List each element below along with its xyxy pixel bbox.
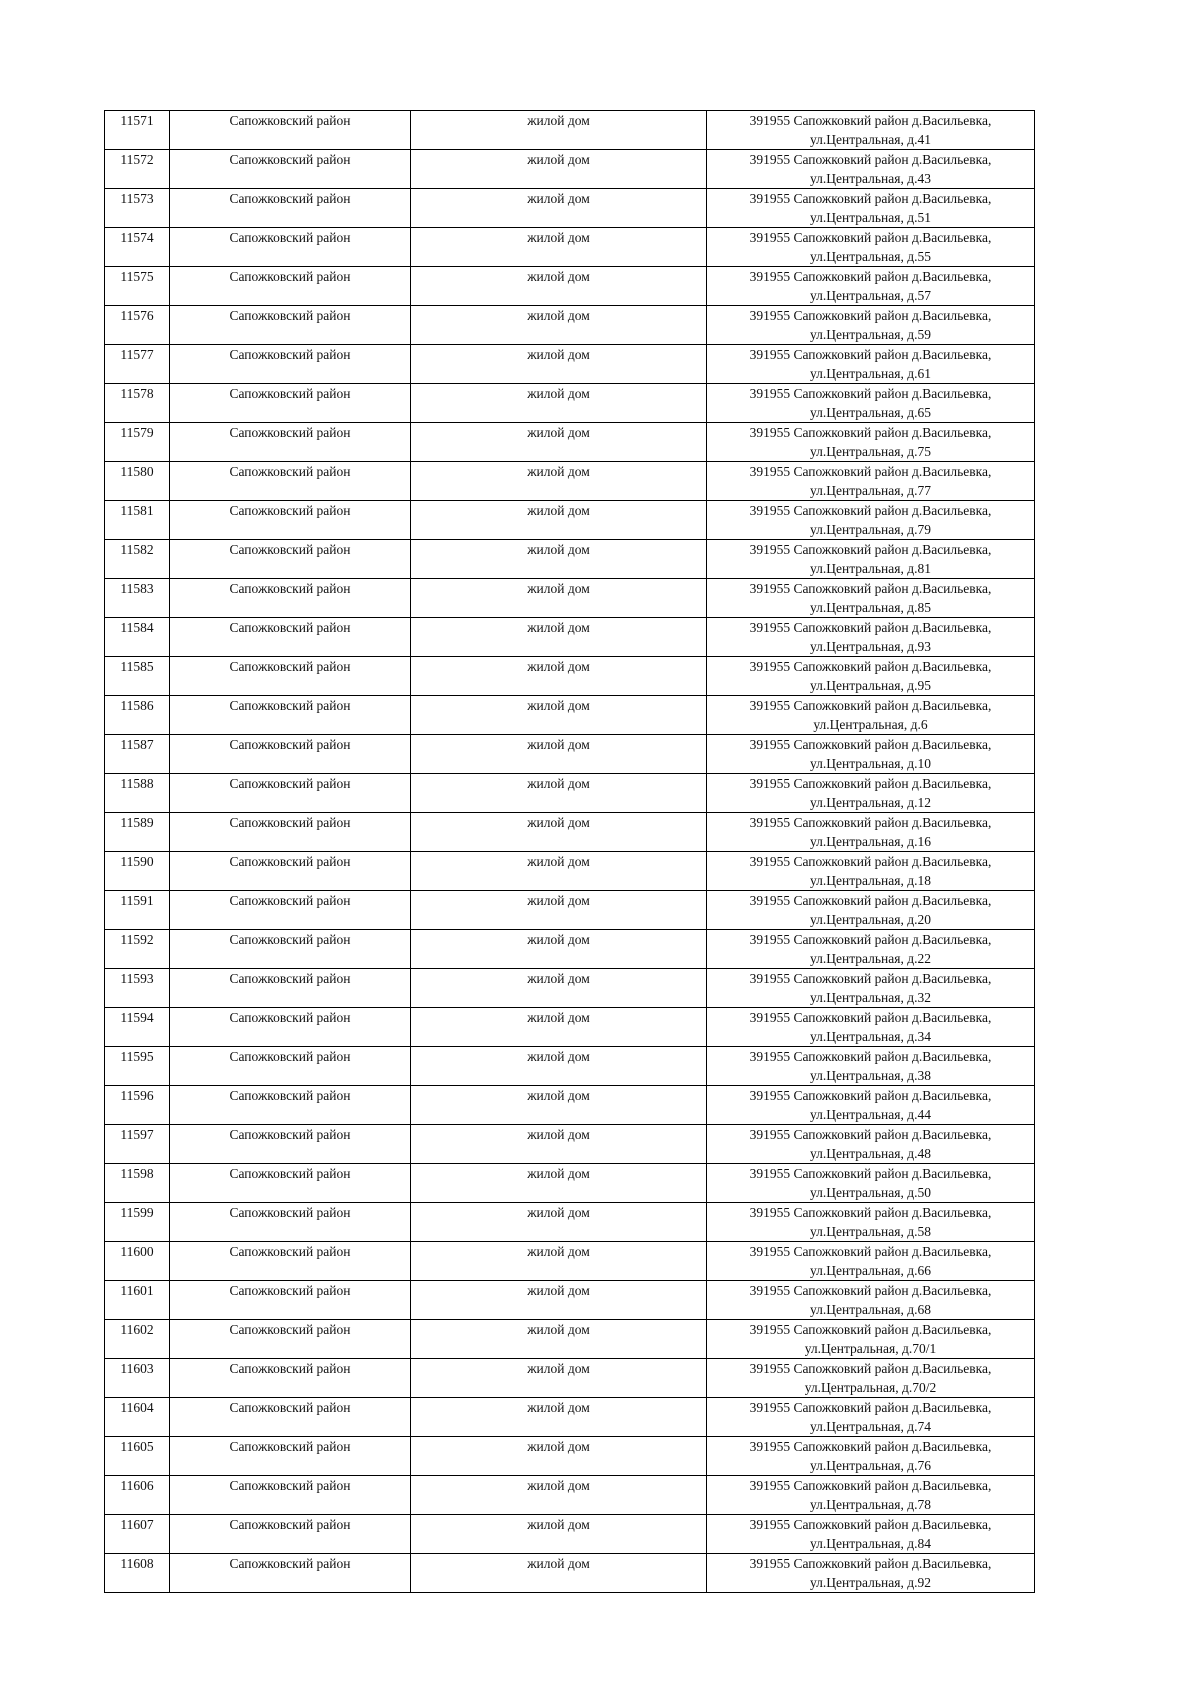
district-cell: Сапожковский район — [170, 189, 411, 228]
row-number-cell: 11599 — [105, 1203, 170, 1242]
address-line-2: ул.Центральная, д.74 — [810, 1419, 931, 1434]
address-line-2: ул.Центральная, д.51 — [810, 210, 931, 225]
district-cell: Сапожковский район — [170, 267, 411, 306]
address-line-2: ул.Центральная, д.43 — [810, 171, 931, 186]
object-type-cell: жилой дом — [411, 1476, 707, 1515]
row-number-cell: 11584 — [105, 618, 170, 657]
table-row — [105, 1515, 1035, 1554]
address-line-1: 391955 Сапожковкий район д.Васильевка, — [749, 1205, 992, 1220]
table-row — [105, 345, 1035, 384]
row-number-cell: 11592 — [105, 930, 170, 969]
row-number-cell: 11593 — [105, 969, 170, 1008]
object-type-cell: жилой дом — [411, 1125, 707, 1164]
table-row — [105, 540, 1035, 579]
address-cell — [707, 1515, 1035, 1554]
row-number-cell: 11576 — [105, 306, 170, 345]
row-number-cell: 11579 — [105, 423, 170, 462]
address-line-1: 391955 Сапожковкий район д.Васильевка, — [749, 269, 992, 284]
row-number-cell: 11601 — [105, 1281, 170, 1320]
object-type-cell: жилой дом — [411, 111, 707, 150]
address-line-1: 391955 Сапожковкий район д.Васильевка, — [749, 1556, 992, 1571]
row-number-cell: 11583 — [105, 579, 170, 618]
table-row — [105, 1476, 1035, 1515]
address-cell — [707, 345, 1035, 384]
row-number-cell: 11581 — [105, 501, 170, 540]
address-cell — [707, 384, 1035, 423]
object-type-cell: жилой дом — [411, 1164, 707, 1203]
object-type-cell: жилой дом — [411, 1242, 707, 1281]
table-row — [105, 1281, 1035, 1320]
address-line-1: 391955 Сапожковкий район д.Васильевка, — [749, 776, 992, 791]
table-row — [105, 657, 1035, 696]
address-cell — [707, 813, 1035, 852]
object-type-cell: жилой дом — [411, 267, 707, 306]
table-row — [105, 1086, 1035, 1125]
object-type-cell: жилой дом — [411, 1398, 707, 1437]
address-cell — [707, 1476, 1035, 1515]
address-line-2: ул.Центральная, д.41 — [810, 132, 931, 147]
district-cell: Сапожковский район — [170, 1125, 411, 1164]
row-number-cell: 11577 — [105, 345, 170, 384]
table-row — [105, 1203, 1035, 1242]
address-line-2: ул.Центральная, д.38 — [810, 1068, 931, 1083]
address-cell — [707, 1398, 1035, 1437]
district-cell: Сапожковский район — [170, 150, 411, 189]
table-row — [105, 1242, 1035, 1281]
object-type-cell: жилой дом — [411, 852, 707, 891]
address-line-2: ул.Центральная, д.70/1 — [804, 1341, 937, 1356]
object-type-cell: жилой дом — [411, 1320, 707, 1359]
object-type-cell: жилой дом — [411, 306, 707, 345]
row-number-cell: 11600 — [105, 1242, 170, 1281]
address-line-2: ул.Центральная, д.79 — [810, 522, 931, 537]
address-cell — [707, 1047, 1035, 1086]
address-cell — [707, 1164, 1035, 1203]
address-line-1: 391955 Сапожковкий район д.Васильевка, — [749, 308, 992, 323]
address-line-2: ул.Центральная, д.6 — [813, 717, 928, 732]
row-number-cell: 11607 — [105, 1515, 170, 1554]
row-number-cell: 11598 — [105, 1164, 170, 1203]
district-cell: Сапожковский район — [170, 774, 411, 813]
address-cell — [707, 1008, 1035, 1047]
address-line-2: ул.Центральная, д.10 — [810, 756, 931, 771]
table-row — [105, 852, 1035, 891]
address-line-2: ул.Центральная, д.92 — [810, 1575, 931, 1590]
address-cell — [707, 696, 1035, 735]
object-type-cell: жилой дом — [411, 540, 707, 579]
object-type-cell: жилой дом — [411, 579, 707, 618]
district-cell: Сапожковский район — [170, 1047, 411, 1086]
address-line-2: ул.Центральная, д.81 — [810, 561, 931, 576]
address-cell — [707, 1242, 1035, 1281]
table-row — [105, 774, 1035, 813]
row-number-cell: 11608 — [105, 1554, 170, 1593]
table-row — [105, 930, 1035, 969]
district-cell: Сапожковский район — [170, 1008, 411, 1047]
district-cell: Сапожковский район — [170, 1476, 411, 1515]
row-number-cell: 11596 — [105, 1086, 170, 1125]
row-number-cell: 11578 — [105, 384, 170, 423]
address-line-2: ул.Центральная, д.85 — [810, 600, 931, 615]
address-line-2: ул.Центральная, д.78 — [810, 1497, 931, 1512]
address-line-2: ул.Центральная, д.57 — [810, 288, 931, 303]
table-row — [105, 1125, 1035, 1164]
row-number-cell: 11575 — [105, 267, 170, 306]
row-number-cell: 11582 — [105, 540, 170, 579]
object-type-cell: жилой дом — [411, 891, 707, 930]
address-line-1: 391955 Сапожковкий район д.Васильевка, — [749, 1322, 992, 1337]
object-type-cell: жилой дом — [411, 228, 707, 267]
object-type-cell: жилой дом — [411, 969, 707, 1008]
table-row — [105, 462, 1035, 501]
address-line-1: 391955 Сапожковкий район д.Васильевка, — [749, 698, 992, 713]
address-line-1: 391955 Сапожковкий район д.Васильевка, — [749, 581, 992, 596]
address-line-1: 391955 Сапожковкий район д.Васильевка, — [749, 659, 992, 674]
registry-table-body — [105, 111, 1035, 1593]
address-cell — [707, 423, 1035, 462]
district-cell: Сапожковский район — [170, 1320, 411, 1359]
table-row — [105, 501, 1035, 540]
address-line-2: ул.Центральная, д.16 — [810, 834, 931, 849]
address-line-2: ул.Центральная, д.70/2 — [804, 1380, 937, 1395]
address-cell — [707, 774, 1035, 813]
object-type-cell: жилой дом — [411, 189, 707, 228]
address-line-2: ул.Центральная, д.61 — [810, 366, 931, 381]
address-line-1: 391955 Сапожковкий район д.Васильевка, — [749, 620, 992, 635]
district-cell: Сапожковский район — [170, 423, 411, 462]
address-cell — [707, 462, 1035, 501]
address-cell — [707, 1320, 1035, 1359]
housing-registry-table — [104, 110, 1035, 1593]
address-line-2: ул.Центральная, д.59 — [810, 327, 931, 342]
row-number-cell: 11573 — [105, 189, 170, 228]
address-cell — [707, 189, 1035, 228]
address-line-1: 391955 Сапожковкий район д.Васильевка, — [749, 893, 992, 908]
district-cell: Сапожковский район — [170, 969, 411, 1008]
address-cell — [707, 657, 1035, 696]
district-cell: Сапожковский район — [170, 306, 411, 345]
address-cell — [707, 891, 1035, 930]
row-number-cell: 11571 — [105, 111, 170, 150]
district-cell: Сапожковский район — [170, 540, 411, 579]
object-type-cell: жилой дом — [411, 1437, 707, 1476]
address-line-1: 391955 Сапожковкий район д.Васильевка, — [749, 1439, 992, 1454]
address-line-1: 391955 Сапожковкий район д.Васильевка, — [749, 1283, 992, 1298]
district-cell: Сапожковский район — [170, 1086, 411, 1125]
address-line-1: 391955 Сапожковкий район д.Васильевка, — [749, 1517, 992, 1532]
address-line-1: 391955 Сапожковкий район д.Васильевка, — [749, 464, 992, 479]
district-cell: Сапожковский район — [170, 228, 411, 267]
table-row — [105, 1047, 1035, 1086]
row-number-cell: 11603 — [105, 1359, 170, 1398]
district-cell: Сапожковский район — [170, 657, 411, 696]
address-line-1: 391955 Сапожковкий район д.Васильевка, — [749, 152, 992, 167]
district-cell: Сапожковский район — [170, 735, 411, 774]
object-type-cell: жилой дом — [411, 1359, 707, 1398]
object-type-cell: жилой дом — [411, 1554, 707, 1593]
address-cell — [707, 1281, 1035, 1320]
address-line-1: 391955 Сапожковкий район д.Васильевка, — [749, 854, 992, 869]
address-cell — [707, 1437, 1035, 1476]
district-cell: Сапожковский район — [170, 618, 411, 657]
district-cell: Сапожковский район — [170, 1554, 411, 1593]
row-number-cell: 11602 — [105, 1320, 170, 1359]
address-line-1: 391955 Сапожковкий район д.Васильевка, — [749, 815, 992, 830]
row-number-cell: 11604 — [105, 1398, 170, 1437]
address-line-2: ул.Центральная, д.93 — [810, 639, 931, 654]
table-row — [105, 579, 1035, 618]
address-line-2: ул.Центральная, д.77 — [810, 483, 931, 498]
district-cell: Сапожковский район — [170, 345, 411, 384]
address-line-2: ул.Центральная, д.48 — [810, 1146, 931, 1161]
address-line-1: 391955 Сапожковкий район д.Васильевка, — [749, 1088, 992, 1103]
object-type-cell: жилой дом — [411, 1047, 707, 1086]
object-type-cell: жилой дом — [411, 735, 707, 774]
row-number-cell: 11589 — [105, 813, 170, 852]
table-row — [105, 813, 1035, 852]
row-number-cell: 11590 — [105, 852, 170, 891]
address-cell — [707, 1554, 1035, 1593]
object-type-cell: жилой дом — [411, 1086, 707, 1125]
address-line-2: ул.Центральная, д.32 — [810, 990, 931, 1005]
address-cell — [707, 228, 1035, 267]
district-cell: Сапожковский район — [170, 1359, 411, 1398]
address-line-1: 391955 Сапожковкий район д.Васильевка, — [749, 347, 992, 362]
table-row — [105, 228, 1035, 267]
object-type-cell: жилой дом — [411, 657, 707, 696]
address-line-2: ул.Центральная, д.55 — [810, 249, 931, 264]
address-line-2: ул.Центральная, д.76 — [810, 1458, 931, 1473]
table-row — [105, 189, 1035, 228]
address-cell — [707, 735, 1035, 774]
address-line-2: ул.Центральная, д.18 — [810, 873, 931, 888]
table-row — [105, 618, 1035, 657]
district-cell: Сапожковский район — [170, 1437, 411, 1476]
address-line-2: ул.Центральная, д.22 — [810, 951, 931, 966]
district-cell: Сапожковский район — [170, 111, 411, 150]
district-cell: Сапожковский район — [170, 1515, 411, 1554]
table-row — [105, 384, 1035, 423]
row-number-cell: 11597 — [105, 1125, 170, 1164]
table-row — [105, 1554, 1035, 1593]
district-cell: Сапожковский район — [170, 1398, 411, 1437]
address-line-1: 391955 Сапожковкий район д.Васильевка, — [749, 1478, 992, 1493]
address-line-2: ул.Центральная, д.12 — [810, 795, 931, 810]
address-line-2: ул.Центральная, д.44 — [810, 1107, 931, 1122]
address-line-1: 391955 Сапожковкий район д.Васильевка, — [749, 971, 992, 986]
table-row — [105, 111, 1035, 150]
object-type-cell: жилой дом — [411, 1515, 707, 1554]
table-row — [105, 150, 1035, 189]
table-row — [105, 1359, 1035, 1398]
address-line-2: ул.Центральная, д.75 — [810, 444, 931, 459]
row-number-cell: 11588 — [105, 774, 170, 813]
address-line-2: ул.Центральная, д.68 — [810, 1302, 931, 1317]
row-number-cell: 11591 — [105, 891, 170, 930]
row-number-cell: 11585 — [105, 657, 170, 696]
address-line-1: 391955 Сапожковкий район д.Васильевка, — [749, 737, 992, 752]
table-row — [105, 1008, 1035, 1047]
table-row — [105, 1164, 1035, 1203]
address-line-1: 391955 Сапожковкий район д.Васильевка, — [749, 1361, 992, 1376]
address-cell — [707, 1125, 1035, 1164]
address-line-1: 391955 Сапожковкий район д.Васильевка, — [749, 932, 992, 947]
address-line-2: ул.Центральная, д.95 — [810, 678, 931, 693]
address-cell — [707, 150, 1035, 189]
address-line-1: 391955 Сапожковкий район д.Васильевка, — [749, 1166, 992, 1181]
address-line-2: ул.Центральная, д.50 — [810, 1185, 931, 1200]
object-type-cell: жилой дом — [411, 774, 707, 813]
table-row — [105, 423, 1035, 462]
address-line-1: 391955 Сапожковкий район д.Васильевка, — [749, 386, 992, 401]
address-line-2: ул.Центральная, д.84 — [810, 1536, 931, 1551]
object-type-cell: жилой дом — [411, 696, 707, 735]
district-cell: Сапожковский район — [170, 930, 411, 969]
address-cell — [707, 930, 1035, 969]
address-cell — [707, 1203, 1035, 1242]
address-line-2: ул.Центральная, д.34 — [810, 1029, 931, 1044]
table-row — [105, 267, 1035, 306]
district-cell: Сапожковский район — [170, 852, 411, 891]
address-cell — [707, 1086, 1035, 1125]
row-number-cell: 11572 — [105, 150, 170, 189]
district-cell: Сапожковский район — [170, 1281, 411, 1320]
district-cell: Сапожковский район — [170, 384, 411, 423]
table-row — [105, 735, 1035, 774]
object-type-cell: жилой дом — [411, 618, 707, 657]
object-type-cell: жилой дом — [411, 150, 707, 189]
table-row — [105, 1437, 1035, 1476]
address-line-1: 391955 Сапожковкий район д.Васильевка, — [749, 503, 992, 518]
address-line-1: 391955 Сапожковкий район д.Васильевка, — [749, 1244, 992, 1259]
row-number-cell: 11574 — [105, 228, 170, 267]
address-cell — [707, 501, 1035, 540]
address-cell — [707, 579, 1035, 618]
address-line-1: 391955 Сапожковкий район д.Васильевка, — [749, 425, 992, 440]
row-number-cell: 11594 — [105, 1008, 170, 1047]
object-type-cell: жилой дом — [411, 384, 707, 423]
district-cell: Сапожковский район — [170, 462, 411, 501]
district-cell: Сапожковский район — [170, 891, 411, 930]
address-line-2: ул.Центральная, д.65 — [810, 405, 931, 420]
address-cell — [707, 267, 1035, 306]
address-cell — [707, 618, 1035, 657]
address-line-1: 391955 Сапожковкий район д.Васильевка, — [749, 1049, 992, 1064]
table-row — [105, 306, 1035, 345]
object-type-cell: жилой дом — [411, 813, 707, 852]
address-line-1: 391955 Сапожковкий район д.Васильевка, — [749, 113, 992, 128]
address-line-1: 391955 Сапожковкий район д.Васильевка, — [749, 191, 992, 206]
district-cell: Сапожковский район — [170, 579, 411, 618]
row-number-cell: 11580 — [105, 462, 170, 501]
district-cell: Сапожковский район — [170, 696, 411, 735]
object-type-cell: жилой дом — [411, 345, 707, 384]
row-number-cell: 11587 — [105, 735, 170, 774]
district-cell: Сапожковский район — [170, 1242, 411, 1281]
object-type-cell: жилой дом — [411, 1008, 707, 1047]
district-cell: Сапожковский район — [170, 1164, 411, 1203]
object-type-cell: жилой дом — [411, 462, 707, 501]
address-line-2: ул.Центральная, д.20 — [810, 912, 931, 927]
address-cell — [707, 540, 1035, 579]
district-cell: Сапожковский район — [170, 1203, 411, 1242]
address-cell — [707, 1359, 1035, 1398]
object-type-cell: жилой дом — [411, 930, 707, 969]
object-type-cell: жилой дом — [411, 501, 707, 540]
table-row — [105, 696, 1035, 735]
address-line-1: 391955 Сапожковкий район д.Васильевка, — [749, 1127, 992, 1142]
address-cell — [707, 111, 1035, 150]
table-row — [105, 891, 1035, 930]
district-cell: Сапожковский район — [170, 501, 411, 540]
object-type-cell: жилой дом — [411, 1281, 707, 1320]
table-row — [105, 1398, 1035, 1437]
table-row — [105, 1320, 1035, 1359]
district-cell: Сапожковский район — [170, 813, 411, 852]
address-cell — [707, 852, 1035, 891]
row-number-cell: 11595 — [105, 1047, 170, 1086]
address-line-1: 391955 Сапожковкий район д.Васильевка, — [749, 1010, 992, 1025]
address-cell — [707, 969, 1035, 1008]
table-row — [105, 969, 1035, 1008]
object-type-cell: жилой дом — [411, 423, 707, 462]
row-number-cell: 11606 — [105, 1476, 170, 1515]
address-line-1: 391955 Сапожковкий район д.Васильевка, — [749, 230, 992, 245]
row-number-cell: 11586 — [105, 696, 170, 735]
address-line-1: 391955 Сапожковкий район д.Васильевка, — [749, 1400, 992, 1415]
address-cell — [707, 306, 1035, 345]
address-line-1: 391955 Сапожковкий район д.Васильевка, — [749, 542, 992, 557]
row-number-cell: 11605 — [105, 1437, 170, 1476]
object-type-cell: жилой дом — [411, 1203, 707, 1242]
address-line-2: ул.Центральная, д.66 — [810, 1263, 931, 1278]
address-line-2: ул.Центральная, д.58 — [810, 1224, 931, 1239]
